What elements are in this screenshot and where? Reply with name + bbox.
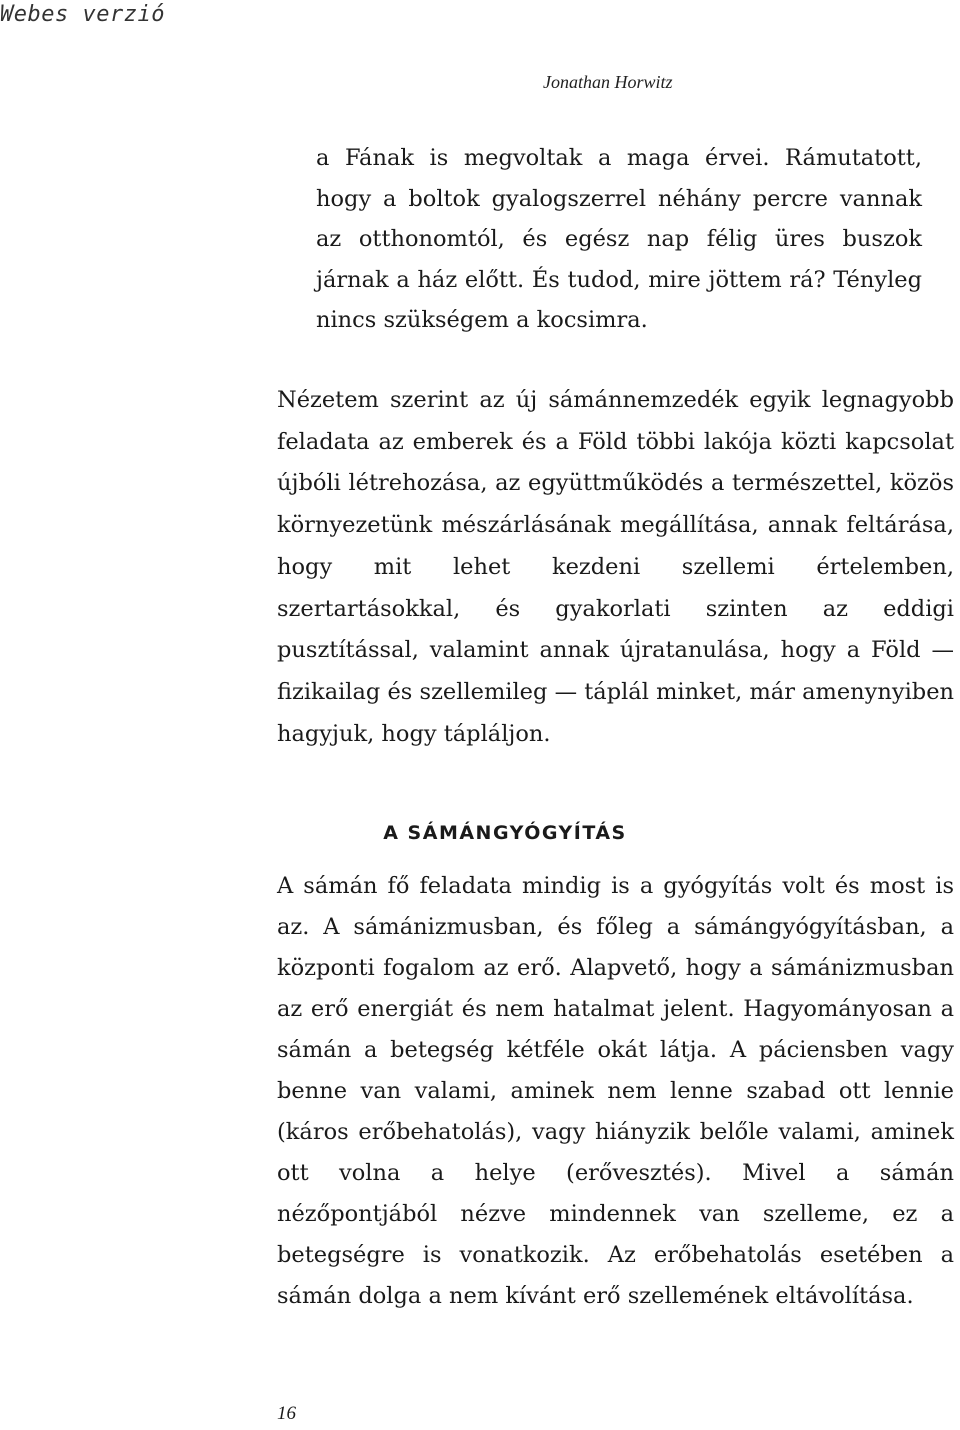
body-paragraph: A sámán fő feladata mindig is a gyógyítás volt és most is az. A sámánizmusban, és főleg a sámángyógyításban, a központi fogalom az erő. Alapvető, hogy a sámánizmusban az erő energiát és nem hatalmat jelent. Hagyományosan a sámán a betegség kétféle okát látja. A páciensben vagy benne van valami, aminek nem lenne szabad ott lennie (káros erőbehatolás), vagy hiányzik belőle valami, aminek ott volna a helye (erővesztés). Mivel a sámán nézőpontjából nézve mindennek van szelleme, ez a betegségre is vonatkozik. Az erőbehatolás esetében a sámán dolga a nem kívánt erő szellemének eltávolítása. [277,873,954,1309]
running-head-author: Jonathan Horwitz [543,72,673,92]
body-paragraph: Nézetem szerint az új sámánnemzedék egyik legnagyobb feladata az emberek és a Föld többi lakója közti kapcsolat újbóli létrehozása, az együttműködés a természettel, közös környezetünk mészárlásának megállítása, annak feltárása, hogy mit lehet kezdeni szellemi értelemben, szertartásokkal, és gyakorlati szinten az eddigi pusztítással, valamint annak újratanulása, hogy a Föld — fizikailag és szellemileg — táplál minket, már amenynyiben hagyjuk, hogy tápláljon. [277,387,954,747]
section-heading: A SÁMÁNGYÓGYÍTÁS [383,822,627,844]
quoted-passage: a Fának is megvoltak a maga érvei. Rámutatott, hogy a boltok gyalogszerrel néhány percre vannak az otthonomtól, és egész nap félig üres buszok járnak a ház előtt. És tudod, mire jöttem rá? Tényleg nincs szükségem a kocsimra. [316,145,922,334]
page-number: 16 [277,1403,296,1424]
watermark-text: Webes verzió [0,2,165,27]
